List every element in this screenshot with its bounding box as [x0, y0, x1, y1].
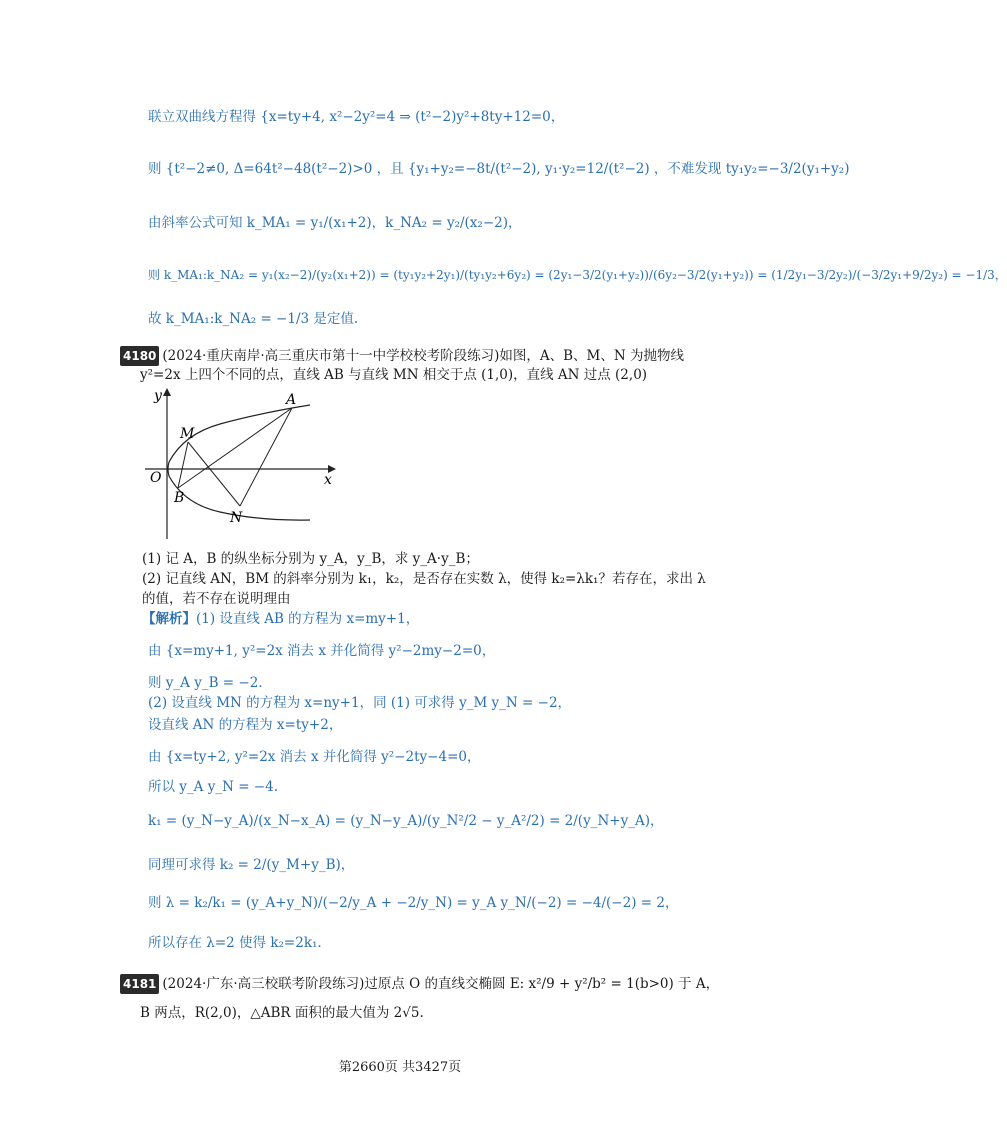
point-b-label: B — [174, 490, 185, 506]
problem-text: 过原点 O 的直线交椭圆 E: x²/9 + y²/b² = 1(b>0) 于 A， — [364, 976, 720, 992]
point-n-label: N — [230, 510, 243, 526]
problem-source: (2024·重庆南岸·高三重庆市第十一中学校校考阶段练习) — [162, 348, 500, 364]
analysis-line: (1) 设直线 AB 的方程为 x=my+1， — [196, 611, 420, 627]
question-2-cont: 的值，若不存在说明理由 — [142, 591, 291, 607]
parabola-figure — [140, 384, 350, 544]
analysis-line: 则 λ = k₂/k₁ = (y_A+y_N)/(−2/y_A + −2/y_N) = y_A y_N/(−2) = −4/(−2) = 2， — [148, 895, 679, 911]
page-footer: 第2660页 共3427页 — [338, 1060, 462, 1075]
problem-text: B 两点，R(2,0)，△ABR 面积的最大值为 2√5. — [140, 1005, 424, 1021]
analysis-line: 由 {x=ty+2, y²=2x 消去 x 并化简得 y²−2ty−4=0， — [148, 749, 481, 765]
analysis-line: 所以 y_A y_N = −4. — [148, 779, 278, 795]
solution-line: 由斜率公式可知 k_MA₁ = y₁/(x₁+2)，k_NA₂ = y₂/(x₂−2)， — [148, 215, 522, 231]
solution-line: 联立双曲线方程得 {x=ty+4, x²−2y²=4 ⇒ (t²−2)y²+8ty+12=0， — [148, 109, 565, 125]
solution-line: 故 k_MA₁:k_NA₂ = −1/3 是定值. — [148, 311, 359, 327]
origin-label: O — [150, 470, 162, 486]
x-axis-label: x — [324, 472, 332, 488]
analysis-tag: 【解析】 — [142, 611, 196, 627]
analysis-line: 设直线 AN 的方程为 x=ty+2， — [148, 717, 343, 733]
analysis-line: k₁ = (y_N−y_A)/(x_N−x_A) = (y_N−y_A)/(y_N²/2 − y_A²/2) = 2/(y_N+y_A)， — [148, 813, 664, 829]
analysis-line: (2) 设直线 MN 的方程为 x=ny+1，同 (1) 可求得 y_M y_N = −2， — [148, 695, 572, 711]
question-2: (2) 记直线 AN，BM 的斜率分别为 k₁，k₂，是否存在实数 λ，使得 k₂=λk₁？若存在，求出 λ — [142, 571, 706, 587]
problem-number: 4180 — [120, 346, 159, 366]
question-1: (1) 记 A，B 的纵坐标分别为 y_A，y_B，求 y_A·y_B； — [142, 551, 479, 567]
point-a-label: A — [286, 392, 297, 408]
problem-text: 如图，A、B、M、N 为抛物线 — [499, 348, 684, 364]
point-m-label: M — [180, 426, 195, 442]
solution-line: 则 k_MA₁:k_NA₂ = y₁(x₂−2)/(y₂(x₁+2)) = (ty₁y₂+2y₁)/(ty₁y₂+6y₂) = (2y₁−3/2(y₁+y₂))/(6y₂−3/2(y₁+y₂)) = (1/2y₁−3/2y₂)/(−3/2y₁+9/2y₂) = −1/3， — [148, 268, 1007, 282]
problem-number: 4181 — [120, 974, 159, 994]
solution-line: 则 {t²−2≠0, Δ=64t²−48(t²−2)>0 ，且 {y₁+y₂=−8t/(t²−2), y₁·y₂=12/(t²−2) ，不难发现 ty₁y₂=−3/2(y₁+y₂) — [148, 161, 850, 177]
problem-text: y²=2x 上四个不同的点，直线 AB 与直线 MN 相交于点 (1,0)，直线 AN 过点 (2,0) — [140, 367, 648, 383]
analysis-line: 所以存在 λ=2 使得 k₂=2k₁. — [148, 935, 322, 951]
analysis-line: 则 y_A y_B = −2. — [148, 675, 263, 691]
analysis-line: 由 {x=my+1, y²=2x 消去 x 并化简得 y²−2my−2=0， — [148, 643, 496, 659]
analysis-line: 同理可求得 k₂ = 2/(y_M+y_B)， — [148, 857, 355, 873]
problem-source: (2024·广东·高三校联考阶段练习) — [162, 976, 365, 992]
y-axis-label: y — [154, 388, 162, 404]
